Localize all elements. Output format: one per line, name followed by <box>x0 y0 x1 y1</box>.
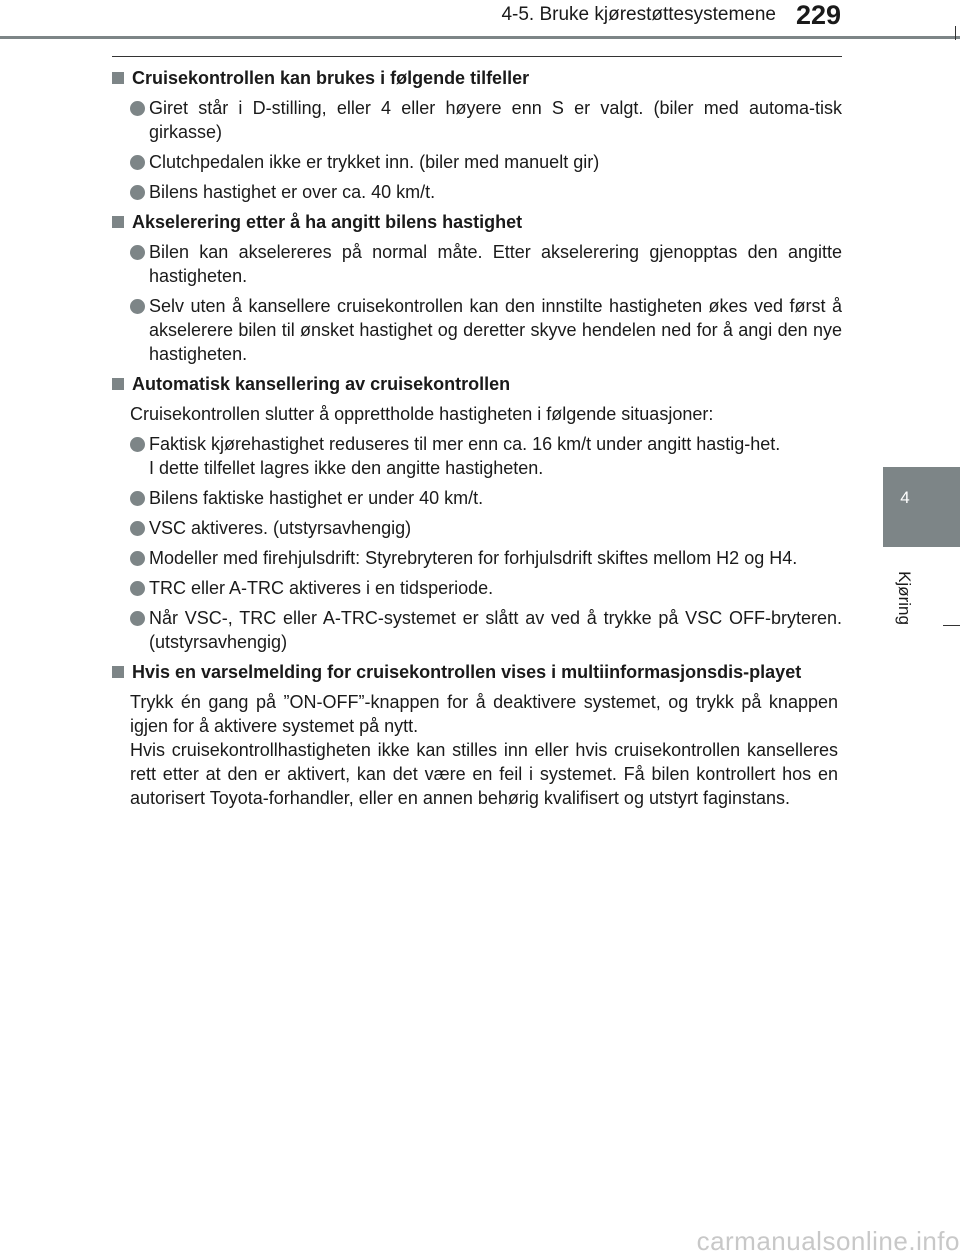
round-bullet-icon <box>130 581 145 596</box>
section-heading: Cruisekontrollen kan brukes i følgende tilfeller <box>112 66 842 90</box>
round-bullet-icon <box>130 245 145 260</box>
watermark: carmanualsonline.info <box>696 1226 960 1256</box>
running-header-title: 4-5. Bruke kjørestøttesystemene <box>501 4 776 25</box>
page-number: 229 <box>796 0 842 30</box>
section-heading: Hvis en varselmelding for cruisekontrollen vises i multiinformasjonsdis-playet <box>112 660 842 684</box>
round-bullet-icon <box>130 437 145 452</box>
round-bullet-icon <box>130 155 145 170</box>
chapter-label: Kjøring <box>895 571 914 625</box>
page-body <box>112 66 842 816</box>
section-heading: Akselerering etter å ha angitt bilens hastighet <box>112 210 842 234</box>
round-bullet-icon <box>130 521 145 536</box>
crop-mark-top <box>955 26 956 40</box>
list-item: VSC aktiveres. (utstyrsavhengig) <box>112 516 842 540</box>
section-intro: Cruisekontrollen slutter å opprettholde hastigheten i følgende situasjoner: <box>130 404 714 424</box>
round-bullet-icon <box>130 101 145 116</box>
list-item: Bilens faktiske hastighet er under 40 km/t. <box>112 486 842 510</box>
square-bullet-icon <box>112 216 124 228</box>
chapter-number: 4 <box>900 488 910 507</box>
list-item: Faktisk kjørehastighet reduseres til mer enn ca. 16 km/t under angitt hastig-het. I dette tilfellet lagres ikke den angitte hastigheten. <box>112 432 842 480</box>
round-bullet-icon <box>130 611 145 626</box>
bullet-note: I dette tilfellet lagres ikke den angitte hastigheten. <box>149 458 544 478</box>
list-item: Selv uten å kansellere cruisekontrollen kan den innstilte hastigheten økes ved først å akselerere bilen til ønsket hastighet og deretter skyve hendelen ned for å angi den nye hastigheten. <box>112 294 842 366</box>
paragraph: Hvis cruisekontrollhastigheten ikke kan stilles inn eller hvis cruisekontrollen kanselleres rett etter at den er aktivert, kan det være en feil i systemet. Få bilen kontrollert hos en autorisert Toyota-forhandler, eller en annen behørig kvalifisert og utstyrt faginstans. <box>130 740 838 808</box>
paragraph: Trykk én gang på ”ON-OFF”-knappen for å deaktivere systemet, og trykk på knappen igjen for å aktivere systemet på nytt. <box>130 692 838 736</box>
square-bullet-icon <box>112 378 124 390</box>
round-bullet-icon <box>130 299 145 314</box>
list-item: TRC eller A-TRC aktiveres i en tidsperiode. <box>112 576 842 600</box>
list-item: Clutchpedalen ikke er trykket inn. (biler med manuelt gir) <box>112 150 842 174</box>
list-item: Giret står i D-stilling, eller 4 eller høyere enn S er valgt. (biler med automa-tisk girkasse) <box>112 96 842 144</box>
list-item: Bilen kan akselereres på normal måte. Etter akselerering gjenopptas den angitte hastigheten. <box>112 240 842 288</box>
round-bullet-icon <box>130 491 145 506</box>
round-bullet-icon <box>130 185 145 200</box>
content-rule <box>112 56 842 57</box>
section-heading: Automatisk kansellering av cruisekontrollen <box>112 372 842 396</box>
list-item: Når VSC-, TRC eller A-TRC-systemet er slått av ved å trykke på VSC OFF-bryteren. (utstyrsavhengig) <box>112 606 842 654</box>
list-item: Bilens hastighet er over ca. 40 km/t. <box>112 180 842 204</box>
crop-mark-side <box>943 625 960 626</box>
list-item: Modeller med firehjulsdrift: Styrebryteren for forhjulsdrift skiftes mellom H2 og H4. <box>112 546 842 570</box>
square-bullet-icon <box>112 72 124 84</box>
header-rule <box>0 36 960 39</box>
square-bullet-icon <box>112 666 124 678</box>
round-bullet-icon <box>130 551 145 566</box>
